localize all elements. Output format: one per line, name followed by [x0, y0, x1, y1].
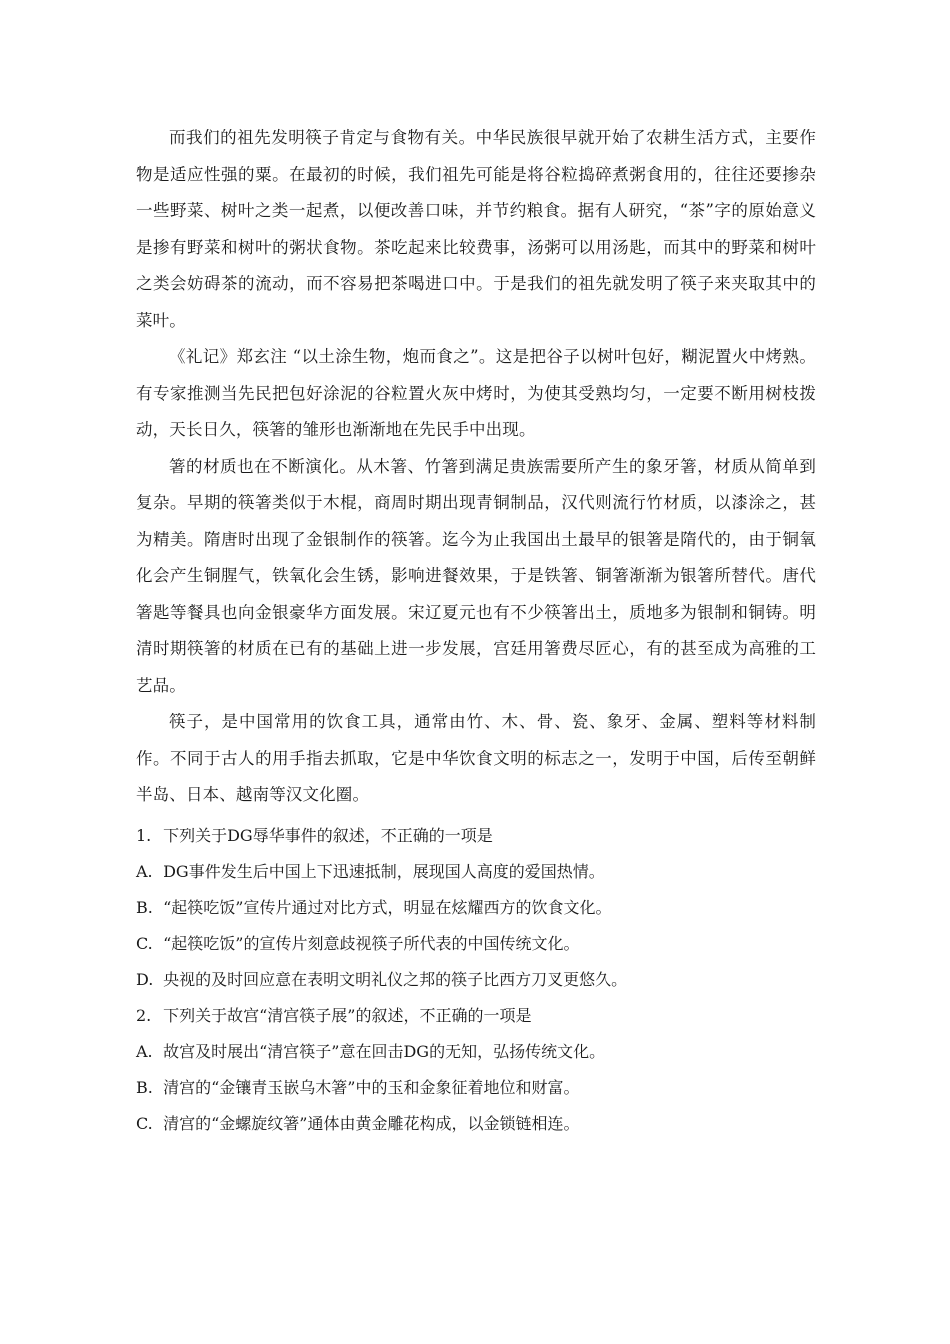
- option-label: B.: [136, 1077, 153, 1097]
- question-1-option-c: [136, 926, 816, 962]
- paragraph-1: 而我们的祖先发明筷子肯定与食物有关。中华民族很早就开始了农耕生活方式，主要作物是适应性强的粟。在最初的时候，我们祖先可能是将谷粒捣碎煮粥食用的，往往还要掺杂一些野菜、树叶之类一起煮，以便改善口味，并节约粮食。据有人研究，“茶”字的原始意义是掺有野菜和树叶的粥状食物。茶吃起来比较费事，汤粥可以用汤匙，而其中的野菜和树叶之类会妨碍茶的流动，而不容易把茶喝进口中。于是我们的祖先就发明了筷子来夹取其中的菜叶。: [136, 128, 816, 330]
- question-2-option-c: [136, 1106, 816, 1142]
- question-1-option-a: [136, 854, 816, 890]
- option-text: 清宫的“金螺旋纹箸”通体由黄金雕花构成，以金锁链相连。: [163, 1113, 580, 1133]
- paragraph-4: 筷子，是中国常用的饮食工具，通常由竹、木、骨、瓷、象牙、金属、塑料等材料制作。不同于古人的用手指去抓取，它是中华饮食文明的标志之一，发明于中国，后传至朝鲜半岛、日本、越南等汉文化圈。: [136, 712, 816, 804]
- option-label: D.: [136, 969, 154, 989]
- question-1: [136, 818, 816, 998]
- paragraph-3: 箸的材质也在不断演化。从木箸、竹箸到满足贵族需要所产生的象牙箸，材质从简单到复杂。早期的筷箸类似于木棍，商周时期出现青铜制品，汉代则流行竹材质，以漆涂之，甚为精美。隋唐时出现了金银制作的筷箸。迄今为止我国出土最早的银箸是隋代的，由于铜氧化会产生铜腥气，铁氧化会生锈，影响进餐效果，于是铁箸、铜箸渐渐为银箸所替代。唐代箸匙等餐具也向金银豪华方面发展。宋辽夏元也有不少筷箸出土，质地多为银制和铜铸。明清时期筷箸的材质在已有的基础上进一步发展，宫廷用箸费尽匠心，有的甚至成为高雅的工艺品。: [136, 456, 816, 695]
- question-1-stem: [136, 818, 816, 854]
- option-text: “起筷吃饭”的宣传片刻意歧视筷子所代表的中国传统文化。: [163, 933, 580, 953]
- option-text: 故宫及时展出“清宫筷子”意在回击DG的无知，弘扬传统文化。: [163, 1041, 606, 1061]
- paragraph-2: 《礼记》郑玄注 “以土涂生物，炮而食之”。这是把谷子以树叶包好，糊泥置火中烤熟。有专家推测当先民把包好涂泥的谷粒置火灰中烤时，为使其受熟均匀，一定要不断用树枝拨动，天长日久，筷箸的雏形也渐渐地在先民手中出现。: [136, 347, 816, 439]
- question-1-option-d: [136, 962, 816, 998]
- question-1-option-b: [136, 890, 816, 926]
- option-text: “起筷吃饭”宣传片通过对比方式，明显在炫耀西方的饮食文化。: [163, 897, 612, 917]
- option-label: C.: [136, 933, 153, 953]
- question-2-number: 2.: [136, 1005, 152, 1025]
- option-text: 央视的及时回应意在表明文明礼仪之邦的筷子比西方刀叉更悠久。: [163, 969, 628, 989]
- question-2-text: 下列关于故宫“清宫筷子展”的叙述，不正确的一项是: [163, 1005, 532, 1025]
- option-label: B.: [136, 897, 153, 917]
- question-2-stem: [136, 998, 816, 1034]
- option-text: DG事件发生后中国上下迅速抵制，展现国人高度的爱国热情。: [163, 861, 605, 881]
- question-2-option-a: [136, 1034, 816, 1070]
- option-label: C.: [136, 1113, 153, 1133]
- option-label: A.: [136, 1041, 153, 1061]
- option-text: 清宫的“金镶青玉嵌乌木箸”中的玉和金象征着地位和财富。: [163, 1077, 580, 1097]
- document-body: [136, 120, 816, 1142]
- option-label: A.: [136, 861, 153, 881]
- question-1-number: 1.: [136, 825, 152, 845]
- question-2: [136, 998, 816, 1142]
- question-2-option-b: [136, 1070, 816, 1106]
- question-1-text: 下列关于DG辱华事件的叙述，不正确的一项是: [163, 825, 493, 845]
